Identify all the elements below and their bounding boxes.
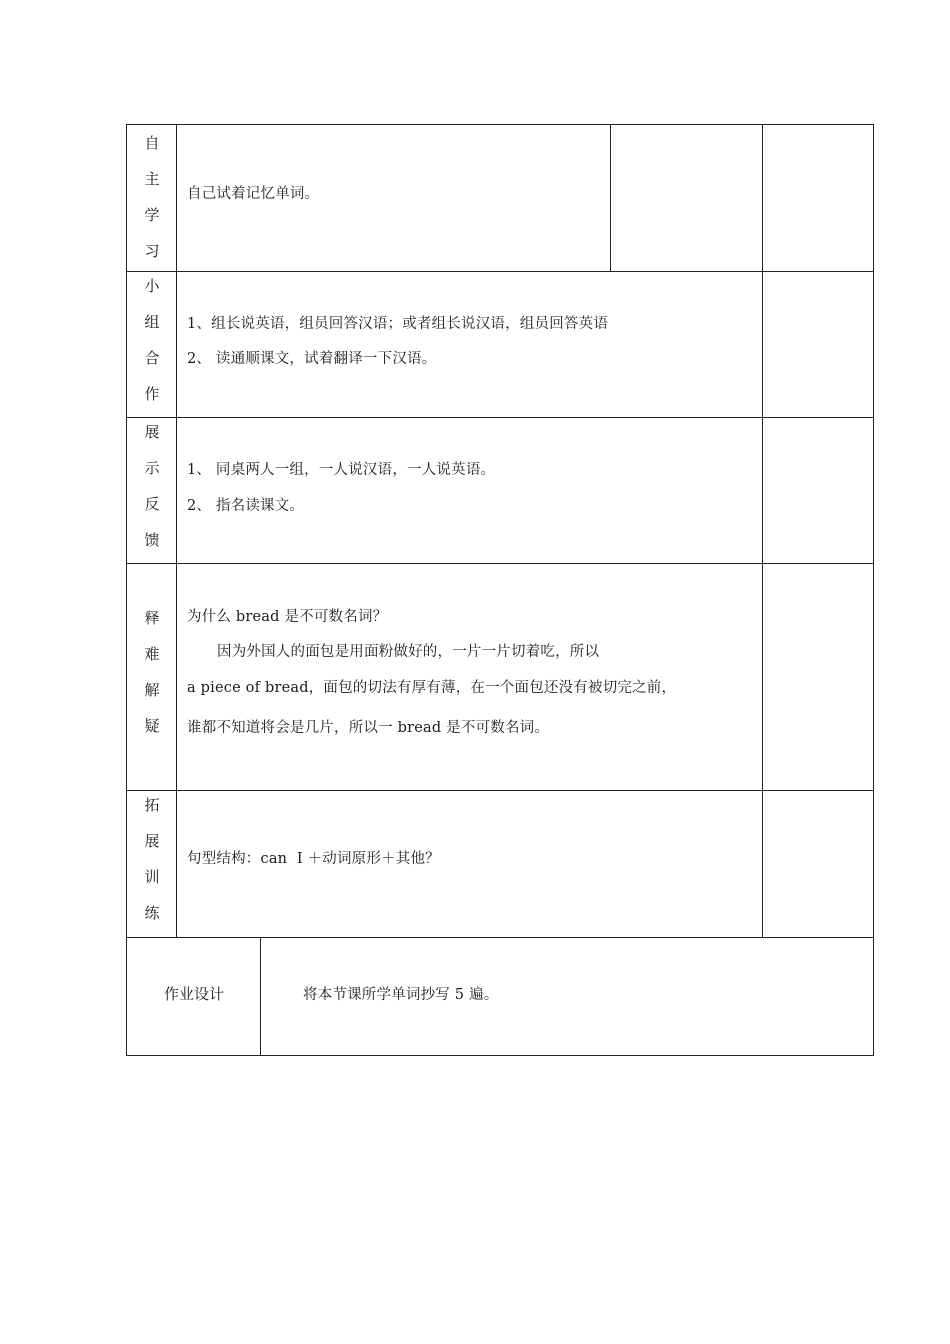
row-label-cell [127, 418, 177, 563]
empty-cell [611, 125, 763, 271]
content-line: 1、 同桌两人一组，一人说汉语，一人说英语。 [187, 462, 496, 478]
row-label-cell [127, 272, 177, 417]
label-char: 训 [144, 868, 160, 886]
label-char: 学 [144, 206, 160, 224]
row-content-cell [177, 418, 763, 563]
content-line: 因为外国人的面包是用面粉做好的，一片一片切着吃，所以 [217, 644, 600, 660]
row-content-cell [177, 564, 763, 790]
label-char: 习 [144, 242, 160, 260]
row-label [127, 600, 177, 744]
side-cell [763, 418, 873, 563]
label-char: 解 [144, 681, 160, 699]
table-row [127, 125, 873, 272]
table-row [127, 791, 873, 938]
label-char: 组 [144, 313, 160, 331]
row-label [127, 125, 177, 269]
label-char: 释 [144, 609, 160, 627]
content-line: 2、 读通顺课文，试着翻译一下汉语。 [187, 351, 437, 367]
side-cell [763, 272, 873, 417]
label-char: 主 [144, 170, 160, 188]
homework-content-cell [261, 938, 873, 1055]
homework-label: 作业设计 [163, 985, 224, 1003]
table-row [127, 938, 873, 1055]
label-char: 展 [144, 423, 160, 441]
label-char: 反 [144, 495, 160, 513]
row-label-cell [127, 791, 177, 937]
row-content-cell [177, 125, 611, 271]
row-label [127, 787, 177, 931]
label-char: 练 [144, 904, 160, 922]
label-char: 示 [144, 459, 160, 477]
row-label-cell [127, 564, 177, 790]
content-line: 为什么 bread 是不可数名词？ [187, 609, 388, 625]
label-char: 难 [144, 645, 160, 663]
content-line: 2、 指名读课文。 [187, 498, 305, 514]
label-char: 合 [144, 349, 160, 367]
label-char: 自 [144, 134, 160, 152]
lesson-plan-table [126, 124, 874, 1056]
content-line: a piece of bread，面包的切法有厚有薄，在一个面包还没有被切完之前， [187, 680, 677, 696]
content-line: 自己试着记忆单词。 [187, 186, 320, 202]
homework-text: 将本节课所学单词抄写 5 遍。 [303, 987, 499, 1003]
side-cell [763, 564, 873, 790]
table-row [127, 272, 873, 418]
label-char: 作 [144, 385, 160, 403]
row-label [127, 414, 177, 558]
row-label-cell [127, 125, 177, 271]
table-row [127, 418, 873, 564]
label-char: 馈 [144, 531, 160, 549]
row-label [127, 268, 177, 412]
side-cell [763, 125, 873, 271]
side-cell [763, 791, 873, 937]
content-line: 1、组长说英语，组员回答汉语；或者组长说汉语，组员回答英语 [187, 316, 609, 332]
label-char: 拓 [144, 796, 160, 814]
label-char: 展 [144, 832, 160, 850]
label-char: 疑 [144, 717, 160, 735]
table-row [127, 564, 873, 791]
homework-label-cell [127, 938, 261, 1055]
content-line: 谁都不知道将会是几片，所以一 bread 是不可数名词。 [187, 720, 550, 736]
content-line: 句型结构：can I ＋动词原形＋其他？ [187, 851, 440, 867]
label-char: 小 [144, 277, 160, 295]
row-content-cell [177, 272, 763, 417]
row-content-cell [177, 791, 763, 937]
